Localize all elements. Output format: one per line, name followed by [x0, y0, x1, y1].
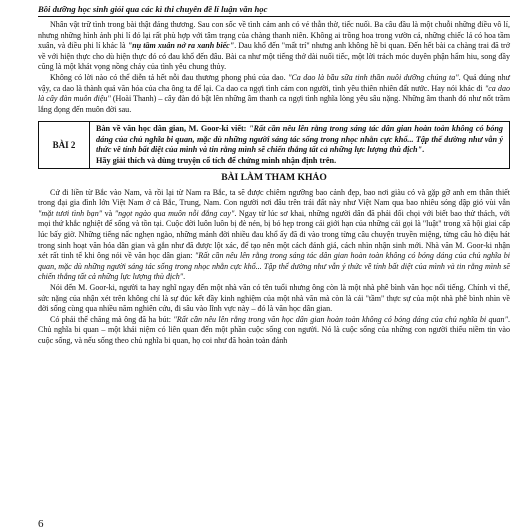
answer-paragraph-2: Nói đến M. Goor-ki, người ta hay nghĩ ngay đến một nhà văn có tên tuổi nhưng ông còn là một nhà phê bình văn học nổi tiếng. Chính vì thế, sức nặng của nhận xét trên không chỉ là sự đúc kết đầy kinh nghiệm của một nhà văn mà còn là cái "tầm" thực sự của một nhà phê bình nhìn về đời sống cùng qua nhiều năm nghiên cứu, đi sâu vào lĩnh vực này – đó là văn học dân gian.: [38, 282, 510, 314]
page-body: [38, 20, 510, 346]
text-run: (Hoài Thanh) – cây đàn đó bật lên những âm thanh ca ngợi tình nghĩa lòng yêu sâu nặng. Những âm thanh đó như nốt trầm lắng đọng đến muôn đời sau.: [38, 94, 510, 114]
text-run: .: [183, 272, 186, 282]
exercise-prompt: [96, 124, 503, 155]
quote-run: "nụ tầm xuân nở ra xanh biếc": [127, 41, 235, 51]
text-run: . Quả đúng như vậy, ca dao là thành quả văn hóa của cha ông ta để lại. Ca dao ca ngợi tình cảm con người, tình yêu thiên nhiên đất nước. Hay nói khác đi: [38, 72, 510, 93]
text-run: Nhân vật trữ tình trong bài thật đáng thương. Sau con sốc về tình cảm anh có vẻ thẫn thờ, tiếc nuối. Ba câu đầu là một chuỗi những điều vô lí, nhưng những hình ảnh phi lí đó lại rất phù hợp với tâm trạng của chàng thanh niên. Không ai trồng hoa trong vườn cả, những chiếc lá có hoa tầm xuân, và điều phi lí khác là: [38, 20, 510, 51]
intro-paragraph-2: [38, 73, 510, 115]
quote-run: "Rất cần nêu lên rằng trong sáng tác dân gian hoàn toàn không có bóng dáng của chủ nghĩa bi quan, mặc dù những người sáng tác sống trong nhọc nhằn cực khổ... Tập thể dường như vẫn ý thức về tính bất diệt của mình và tin rằng mình sẽ chiến thắng tất cả những lực lượng thù địch": [96, 124, 503, 155]
text-run: . Chủ nghĩa bi quan – một khái niệm có liên quan đến một phần cuộc sống con người. Nó là cuộc sống của những con người thiếu niềm tin vào cuộc sống, và nếu sống theo chủ nghĩa bi quan, họ coi như đã hoàn toàn đánh: [38, 314, 510, 345]
text-run: .: [422, 145, 425, 155]
answer-paragraph-3: [38, 315, 510, 347]
text-run: Bàn về văn học dân gian, M. Goor-ki viết:: [96, 124, 249, 134]
text-run: . Ngay từ lúc sơ khai, những người dân đã phải đối chọi với biết bao thử thách, với mọi thứ khắc nghiệt để sống và tồn tại. Cuộc đời luôn luôn bị đè nén, bị bó hẹp trong cái giới hạn của những cái gọi là "luật" trong xã hội giai cấp lúc bấy giờ. Những tiếng nấc nghẹn ngào, những mảnh đời nhiều đau khổ ấy đã đi vào trong từng câu chuyện truyền miệng, từng câu hò điệu hát trong sinh hoạt văn hóa dân gian và gắn như đã được lột xác, để tạo nên một cách đánh giá, cách nhìn nhận sinh mới. Nhà văn M. Goor-ki nhận xét rất tinh tế khi ông nói về văn học dân gian:: [38, 208, 510, 261]
exercise-box: [38, 121, 510, 169]
text-run: Không có lời nào có thể diễn tả hết nỗi đau thương phong phú của dao.: [50, 72, 289, 82]
exercise-task: Hãy giải thích và dùng truyện cổ tích để chứng minh nhận định trên.: [96, 155, 337, 165]
exercise-content: [90, 122, 509, 168]
text-run: . Dau khổ đến "mất trí" nhưng anh không hề bi quan. Đến hết bài ca chàng trai đã trở về với hiện thực cho dù hiện thực đó có đau khổ đến đâu. Bài ca như một tiếng thở dài nuối tiếc, một lời trách móc duyên phận hẩm hiu, song đầy cũng là một khát vọng nồng cháy của tình yêu chung thủy.: [38, 41, 510, 72]
intro-paragraph-1: [38, 20, 510, 73]
quote-run: "mặt tươi tình bạn": [38, 208, 103, 218]
text-run: Cứ đi liền từ Bắc vào Nam, và rồi lại từ Nam ra Bắc, ta sẽ được chiêm ngưỡng bao cảnh đẹp, bao nơi giàu có và gặp gỡ anh em thân thiết trong đại gia đình lớn Việt Nam ở cả Bắc, Trung, Nam. Con người nơi đâu trên trái đất này như Việt Nam qua bao nhiêu sóng dập gió vùi vẫn: [38, 187, 510, 208]
quote-run: "Ca dao là bầu sữa tinh thần nuôi dưỡng chúng ta": [288, 72, 459, 82]
quote-run: "ca dao là cây đàn muôn điệu": [38, 83, 510, 104]
quote-run: "Rất cần nêu lên rằng trong sáng tác dân gian hoàn toàn không có bóng dáng của chủ nghĩa bi quan, mặc dù những người sáng tác sống trong nhọc nhằn cực khổ... Tập thể dường như vẫn ý thức về tính bất diệt của mình và tin rằng mình sẽ chiến thắng tất cả những lực lượng thù địch": [38, 251, 510, 282]
section-title: BÀI LÀM THAM KHẢO: [221, 171, 327, 183]
page-number: 6: [38, 518, 44, 530]
quote-run: "ngọt ngào qua muôn nỗi đắng cay": [114, 208, 235, 218]
quote-run: "Rất cần nêu lên rằng trong văn học dân gian hoàn toàn không có bóng dáng của chủ nghĩa bi quan": [173, 314, 508, 324]
answer-paragraph-1: [38, 188, 510, 283]
text-run: Có phải thế chăng mà ông đã ha bút:: [50, 314, 174, 324]
running-header: Bồi dưỡng học sinh giỏi qua các kì thi chuyên đề lí luận văn học: [38, 4, 510, 17]
exercise-label: BÀI 2: [39, 122, 90, 168]
text-run: và: [102, 208, 115, 218]
